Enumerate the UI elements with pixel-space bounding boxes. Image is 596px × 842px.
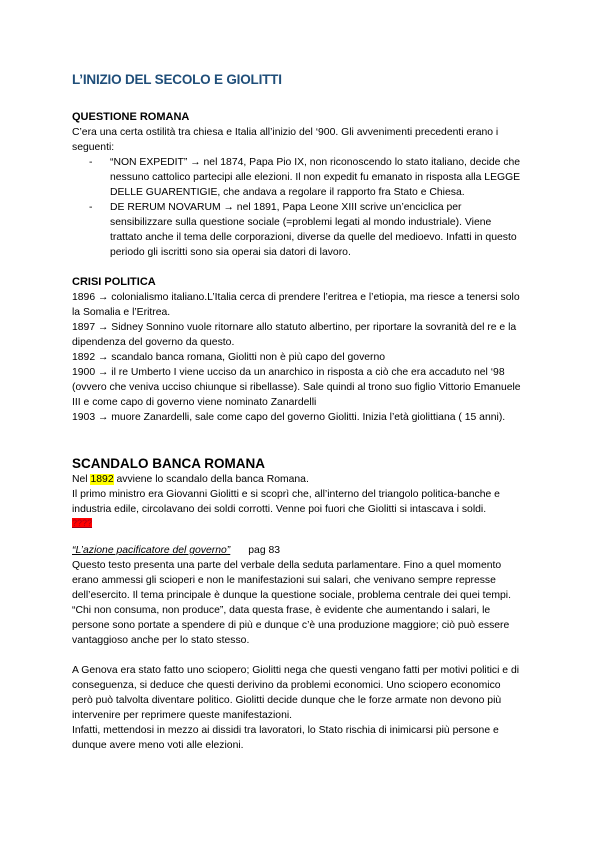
highlighted-year: 1892: [90, 474, 114, 485]
list-item-text: DE RERUM NOVARUM → nel 1891, Papa Leone XIII scrive un’enciclica per sensibilizzare sulla questione sociale (=problemi legati al mondo industriale). Viene trattato anche il tema delle corporazioni, diverse da quelle del medioevo. Infatti in questo periodo gli iscritti sono sia operai sia datori di lavoro.: [110, 202, 517, 258]
questione-list: [72, 155, 524, 260]
list-item: [72, 200, 524, 260]
crisi-politica-heading: CRISI POLITICA: [72, 276, 156, 288]
scandalo-intro-post: avviene lo scandalo della banca Romana.: [113, 474, 309, 485]
document-title: L’INIZIO DEL SECOLO E GIOLITTI: [72, 72, 282, 87]
azione-page-ref: pag 83: [248, 545, 281, 556]
document-page: [72, 72, 524, 753]
azione-paragraph-2: A Genova era stato fatto uno sciopero; Giolitti nega che questi vengano fatti per motivi politici e di conseguenza, si deduce che questi derivino da problemi economici. Uno sciopero economico però può talvolta diventare politico. Giolitti decide dunque che le forze armate non devono più intervenire per reprimere queste manifestazioni.: [72, 665, 520, 721]
crisi-line: 1896 → colonialismo italiano.L’Italia cerca di prendere l’eritrea e l’etiopia, ma riesce a tenersi solo la Somalia e l’Eritrea.: [72, 292, 520, 318]
scandalo-paragraph: Il primo ministro era Giovanni Giolitti e si scoprì che, all’interno del triangolo politica-banche e industria edile, circolavano dei soldi corrotti. Venne poi fuori che Giolitti si intascava i soldi.: [72, 489, 500, 515]
scandalo-intro: [72, 472, 524, 487]
dash-bullet: -: [89, 157, 93, 168]
scandalo-mark-line: [72, 517, 524, 530]
questione-intro: C’era una certa ostilità tra chiesa e Italia all’inizio del ‘900. Gli avvenimenti precedenti erano i seguenti:: [72, 127, 499, 153]
list-item-text: “NON EXPEDIT” → nel 1874, Papa Pio IX, non riconoscendo lo stato italiano, decide che nessuno cattolico partecipi alle elezioni. Il non expedit fu emanato in risposta alla LEGGE DELLE GUARENTIGIE, che andava a regolare il rapporto fra Stato e Chiesa.: [110, 157, 521, 198]
azione-paragraph-1: Questo testo presenta una parte del verbale della seduta parlamentare. Fino a quel momento erano ammessi gli scioperi e non le manifestazioni sui salari, che venivano sempre represse dell’esercito. Il tema principale è dunque la questione sociale, problema centrale dei quei tempi. “Chi non consuma, non produce”, data questa frase, è evidente che aumentando i salari, le persone sono portate a spendere di più e dunque c’è una produzione maggiore; ciò può essere vantaggioso anche per lo stato stesso.: [72, 560, 511, 646]
crisi-line: 1897 → Sidney Sonnino vuole ritornare allo statuto albertino, per riportare la sovranità del re e la dipendenza del governo da questo.: [72, 322, 517, 348]
crisi-line: 1892 → scandalo banca romana, Giolitti non è più capo del governo: [72, 352, 386, 363]
crisi-line: 1900 → il re Umberto I viene ucciso da un anarchico in risposta a ciò che era accaduto nel ‘98 (ovvero che veniva ucciso chiunque si ribellasse). Sale quindi al trono suo figlio Vittorio Emanuele III e come capo di governo viene nominato Zanardelli: [72, 367, 521, 408]
azione-paragraph-3: Infatti, mettendosi in mezzo ai dissidi tra lavoratori, lo Stato rischia di inimicarsi più persone e dunque avere meno voti alle elezioni.: [72, 725, 499, 751]
azione-citation-line: [72, 543, 524, 558]
question-mark-highlight: ????: [72, 518, 93, 528]
dash-bullet: -: [89, 202, 93, 213]
questione-romana-heading: QUESTIONE ROMANA: [72, 111, 190, 123]
azione-citation: “L’azione pacificatore del governo”: [72, 545, 231, 556]
scandalo-heading: SCANDALO BANCA ROMANA: [72, 456, 265, 471]
crisi-line: 1903 → muore Zanardelli, sale come capo del governo Giolitti. Inizia l’età giolittiana ( 15 anni).: [72, 412, 506, 423]
scandalo-intro-pre: Nel: [72, 474, 91, 485]
list-item: [72, 155, 524, 200]
